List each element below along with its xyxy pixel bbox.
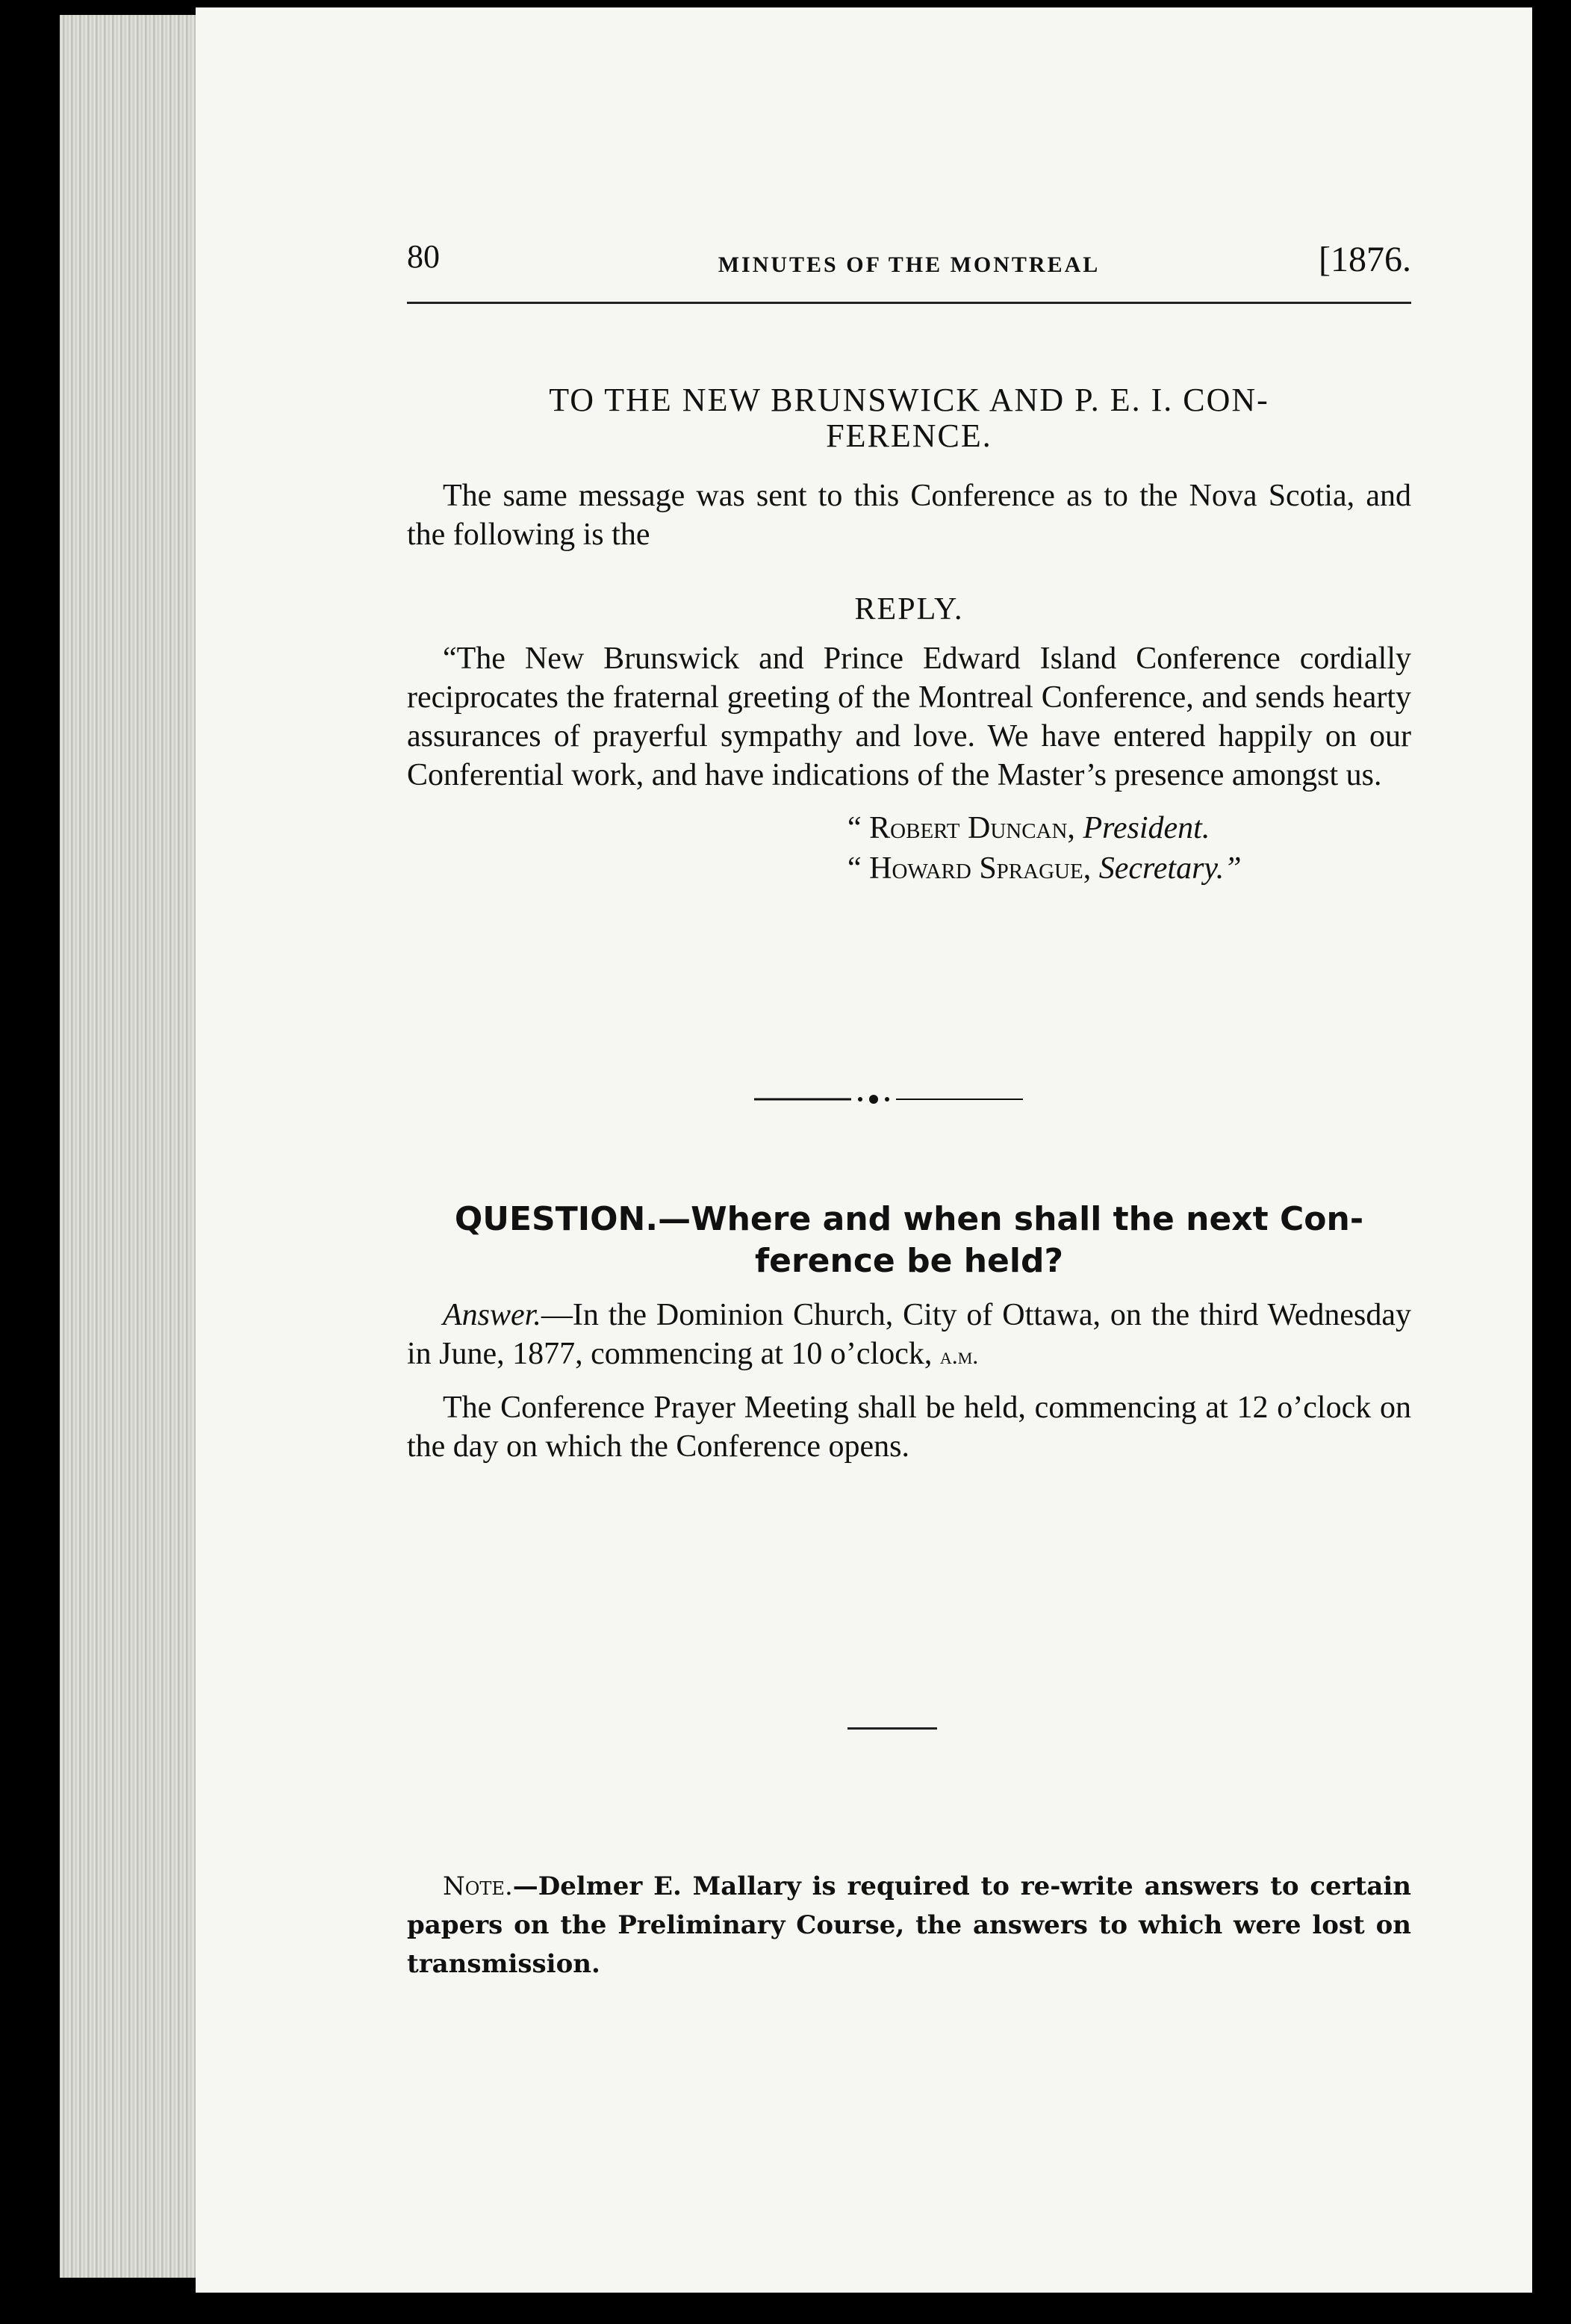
running-head <box>407 237 1411 282</box>
note-paragraph <box>407 1867 1411 1983</box>
question-line1: QUESTION.—Where and when shall the next Con- <box>454 1200 1364 1238</box>
signature-role: President. <box>1083 811 1210 845</box>
question-line2: ference be held? <box>754 1242 1063 1280</box>
signature-president: “ Robert Duncan, President. <box>847 811 1210 845</box>
section-title <box>407 382 1411 454</box>
note-section <box>407 1867 1411 1983</box>
signature-name: Robert Duncan, <box>869 811 1075 845</box>
note-text: —Delmer E. Mallary is required to re-write answers to certain papers on the Preliminary Course, the answers to which were lost on transmission. <box>407 1871 1411 1979</box>
page-number: 80 <box>407 238 440 275</box>
prayer-meeting-paragraph: The Conference Prayer Meeting shall be held, commencing at 12 o’clock on the day on which the Conference opens. <box>407 1391 1411 1464</box>
reply-body: “The New Brunswick and Prince Edward Island Conference cordially reciprocates the fraternal greeting of the Montreal Conference, and sends hearty assurances of prayerful sympathy and love. We have entered happily on our Conferential work, and have indications of the Master’s presence amongst us. <box>407 641 1411 792</box>
signature-name: Howard Sprague, <box>869 851 1092 886</box>
answer-paragraph <box>407 1296 1411 1375</box>
answer-label: Answer. <box>443 1298 541 1332</box>
reply-heading: REPLY. <box>854 592 964 627</box>
header-rule <box>407 302 1411 304</box>
ornament-divider <box>754 1092 1023 1107</box>
signature-role: Secretary.” <box>1098 851 1242 886</box>
question-heading <box>407 1199 1411 1282</box>
signature-secretary: “ Howard Sprague, Secretary.” <box>847 851 1242 886</box>
short-rule <box>847 1727 937 1730</box>
book-page-edges <box>60 15 202 2278</box>
running-title: MINUTES OF THE MONTREAL <box>718 252 1101 277</box>
scan-border-right <box>1532 0 1571 2324</box>
reply-section <box>407 591 1411 889</box>
section-new-brunswick <box>407 382 1411 554</box>
note-label: Note. <box>443 1871 513 1901</box>
section-title-line2: FERENCE. <box>826 417 992 454</box>
section-title-line1: TO THE NEW BRUNSWICK AND P. E. I. CON- <box>549 382 1269 418</box>
answer-text: —In the Dominion Church, City of Ottawa, on the third Wednesday in June, 1877, commencing at 10 o’clock, <box>407 1298 1411 1371</box>
running-year: [1876. <box>1319 240 1411 279</box>
answer-time: a.m. <box>939 1342 979 1369</box>
question-section <box>407 1199 1411 1466</box>
signature-block <box>407 808 1411 889</box>
intro-paragraph: The same message was sent to this Conference as to the Nova Scotia, and the following is the <box>407 479 1411 552</box>
